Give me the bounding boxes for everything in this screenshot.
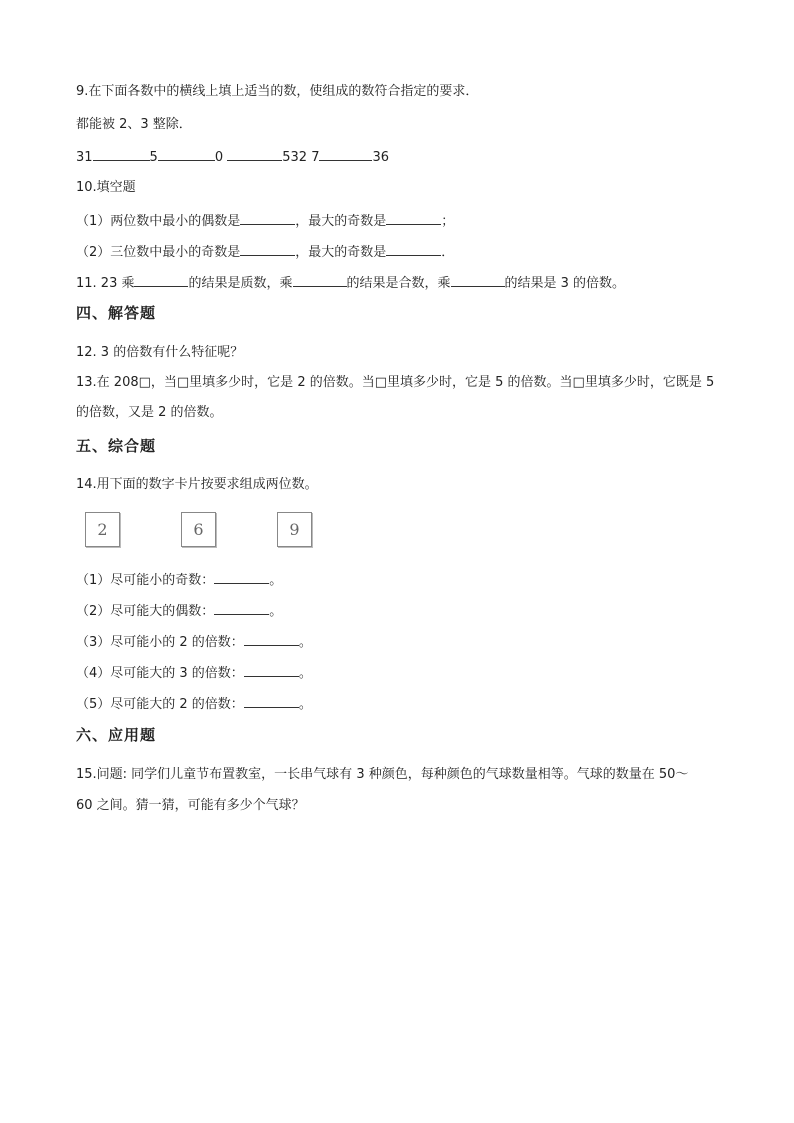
number-card-6: 6 [181,512,216,547]
q14-item-5 [76,694,312,714]
q14-item-3 [76,632,312,652]
q10-title: 10.填空题 [76,180,136,195]
q9-item-2: 5 [149,150,158,165]
q9-requirement: 都能被 2、3 整除． [76,117,192,132]
q11-blank-2[interactable] [293,273,347,287]
q10-row2-end: ． [441,245,455,260]
number-card-2: 2 [85,512,120,547]
q14-item-2-end: 。 [269,604,283,619]
q9-item-4: 532 7 [282,150,320,165]
number-card-9: 9 [277,512,312,547]
q10-row2-prefix: （2）三位数中最小的奇数是 [76,245,241,260]
q11-blank-3[interactable] [451,273,505,287]
q13-line-1: 13.在 208□，当□里填多少时，它是 2 的倍数。当□里填多少时，它是 5 的倍数。当□里填多少时，它既是 5 [76,375,715,390]
q14-item-2-label: （2）尽可能大的偶数： [76,604,215,619]
q10-row2-mid: ，最大的奇数是 [295,245,387,260]
section-heading-5: 五、综合题 [76,437,157,455]
q11-part-2: 的结果是质数，乘 [188,276,293,291]
q13-line-2: 的倍数，又是 2 的倍数。 [76,405,223,420]
q9-item-5: 36 [372,150,390,165]
q11-blank-1[interactable] [134,273,188,287]
q10-row1-blank-1[interactable] [240,211,295,225]
q14-item-3-blank[interactable] [244,632,299,646]
q14-item-2 [76,601,282,621]
q15-line-1: 15.问题: 同学们儿童节布置教室，一长串气球有 3 种颜色，每种颜色的气球数量相等。气球的数量在 50～ [76,767,689,782]
q14-item-5-end: 。 [298,697,312,712]
q14-title: 14.用下面的数字卡片按要求组成两位数。 [76,477,318,492]
q10-row1-blank-2[interactable] [386,211,441,225]
q14-item-4 [76,663,312,683]
q14-item-4-label: （4）尽可能大的 3 的倍数： [76,666,244,681]
q14-item-1-label: （1）尽可能小的奇数： [76,573,215,588]
q10-row2-blank-2[interactable] [386,242,441,256]
q14-item-2-blank[interactable] [214,601,269,615]
q9-blank-4[interactable] [319,147,372,161]
q14-item-1 [76,570,282,590]
q10-row1-prefix: （1）两位数中最小的偶数是 [76,214,241,229]
q10-row1-mid: ，最大的奇数是 [295,214,387,229]
q10-row2-blank-1[interactable] [240,242,295,256]
q14-item-1-blank[interactable] [214,570,269,584]
q10-row1-end: ； [441,214,455,229]
q15-line-2: 60 之间。猜一猜，可能有多少个气球？ [76,798,305,813]
q10-row-2 [76,242,454,262]
section-heading-6: 六、应用题 [76,726,157,744]
q9-blank-3[interactable] [227,147,282,161]
q11-part-1: 11. 23 乘 [76,276,135,291]
q11 [76,273,625,293]
q14-item-1-end: 。 [269,573,283,588]
q9-title: 9.在下面各数中的横线上填上适当的数，使组成的数符合指定的要求． [76,84,479,99]
q9-blank-1[interactable] [93,147,150,161]
q9-item-3: 0 [214,150,224,165]
q9-number-row [76,147,389,167]
q14-item-3-end: 。 [298,635,312,650]
q12: 12. 3 的倍数有什么特征呢？ [76,345,244,360]
q14-item-4-blank[interactable] [244,663,299,677]
q10-row-1 [76,211,454,231]
q11-part-3: 的结果是合数，乘 [346,276,451,291]
q11-part-4: 的结果是 3 的倍数。 [504,276,626,291]
q9-item-1: 31 [76,150,93,165]
q9-blank-2[interactable] [158,147,215,161]
q14-item-3-label: （3）尽可能小的 2 的倍数： [76,635,244,650]
q14-item-5-blank[interactable] [244,694,299,708]
section-heading-4: 四、解答题 [76,304,157,322]
q14-item-4-end: 。 [298,666,312,681]
q14-item-5-label: （5）尽可能大的 2 的倍数： [76,697,244,712]
